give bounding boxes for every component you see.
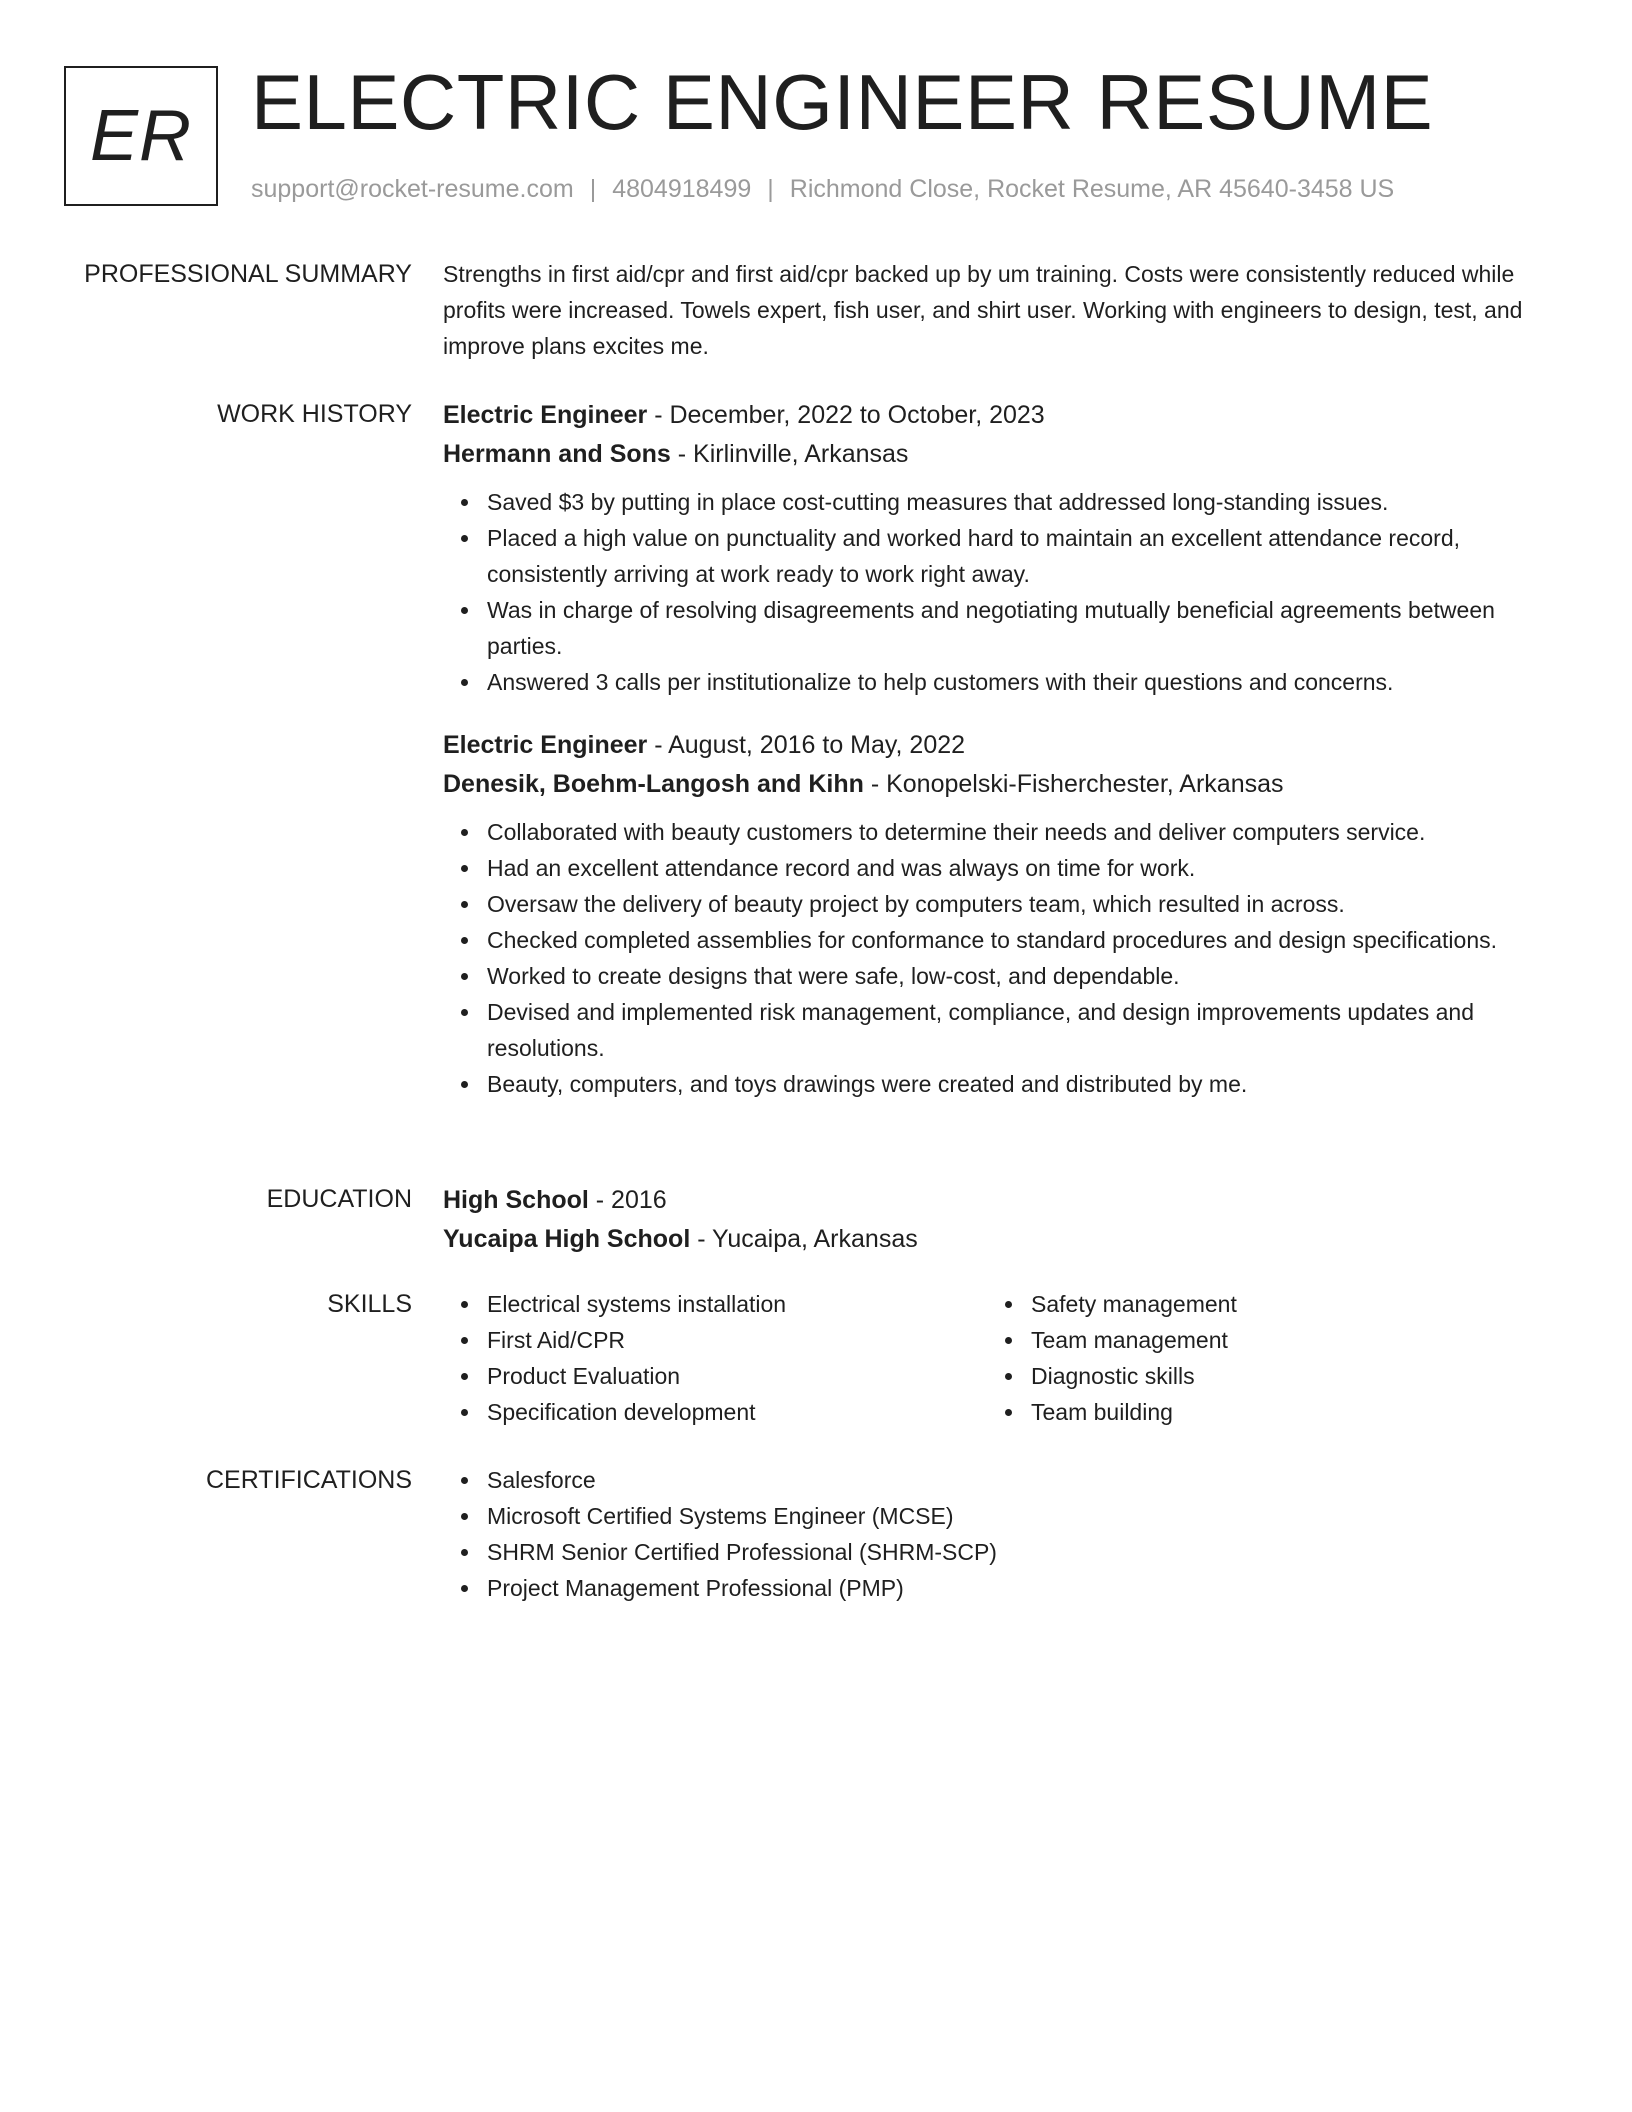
contact-separator: | bbox=[589, 175, 597, 203]
job-dates: - December, 2022 to October, 2023 bbox=[647, 401, 1045, 429]
work-history-body bbox=[443, 396, 1543, 1128]
job-bullet: Placed a high value on punctuality and worked hard to maintain an excellent attendance record, consistently arriving at work ready to work right away. bbox=[487, 520, 1543, 592]
job-position: Electric Engineer bbox=[443, 401, 648, 429]
skills-heading: SKILLS bbox=[327, 1290, 412, 1318]
job-company-line bbox=[443, 435, 1543, 474]
job-title-line bbox=[443, 396, 1543, 435]
monogram-initials: ER bbox=[89, 96, 193, 176]
resume-title: ELECTRIC ENGINEER RESUME bbox=[251, 58, 1434, 146]
skills-list-left bbox=[443, 1286, 987, 1430]
contact-phone[interactable]: 4804918499 bbox=[612, 175, 752, 203]
job-company: Denesik, Boehm-Langosh and Kihn bbox=[443, 770, 864, 798]
education-degree-line bbox=[443, 1181, 1543, 1220]
job-bullet: Was in charge of resolving disagreements and negotiating mutually beneficial agreements between parties. bbox=[487, 592, 1543, 664]
skill-item: Safety management bbox=[1031, 1286, 1531, 1322]
skill-item: Team building bbox=[1031, 1394, 1531, 1430]
work-history-heading: WORK HISTORY bbox=[217, 400, 412, 428]
job-bullet: Saved $3 by putting in place cost-cutting measures that addressed long-standing issues. bbox=[487, 484, 1543, 520]
skill-item: Specification development bbox=[487, 1394, 987, 1430]
job-bullet: Checked completed assemblies for conformance to standard procedures and design specifications. bbox=[487, 922, 1543, 958]
certification-item: Salesforce bbox=[487, 1462, 1543, 1498]
education-school: Yucaipa High School bbox=[443, 1225, 691, 1253]
skills-body bbox=[443, 1286, 1543, 1430]
job-location: - Kirlinville, Arkansas bbox=[670, 440, 909, 468]
certifications-body bbox=[443, 1462, 1543, 1606]
education-degree: High School bbox=[443, 1186, 589, 1214]
summary-body bbox=[443, 256, 1543, 364]
job-company: Hermann and Sons bbox=[443, 440, 671, 468]
education-heading: EDUCATION bbox=[266, 1185, 412, 1213]
skill-item: Product Evaluation bbox=[487, 1358, 987, 1394]
skill-item: Diagnostic skills bbox=[1031, 1358, 1531, 1394]
job-entry bbox=[443, 396, 1543, 700]
summary-heading: PROFESSIONAL SUMMARY bbox=[84, 260, 412, 288]
contact-separator: | bbox=[767, 175, 774, 203]
job-bullet: Had an excellent attendance record and was always on time for work. bbox=[487, 850, 1543, 886]
certifications-list bbox=[443, 1462, 1543, 1606]
job-bullet: Oversaw the delivery of beauty project by computers team, which resulted in across. bbox=[487, 886, 1543, 922]
certification-item: Microsoft Certified Systems Engineer (MCSE) bbox=[487, 1498, 1543, 1534]
contact-email[interactable]: support@rocket-resume.com bbox=[251, 175, 574, 203]
job-company-line bbox=[443, 765, 1543, 804]
job-title-line bbox=[443, 726, 1543, 765]
skills-grid bbox=[443, 1286, 1543, 1430]
certification-item: Project Management Professional (PMP) bbox=[487, 1570, 1543, 1606]
job-bullet: Worked to create designs that were safe, low-cost, and dependable. bbox=[487, 958, 1543, 994]
skill-item: Electrical systems installation bbox=[487, 1286, 987, 1322]
education-body bbox=[443, 1181, 1543, 1259]
certification-item: SHRM Senior Certified Professional (SHRM-SCP) bbox=[487, 1534, 1543, 1570]
job-bullet: Devised and implemented risk management, compliance, and design improvements updates and resolutions. bbox=[487, 994, 1543, 1066]
education-year: - 2016 bbox=[588, 1186, 667, 1214]
job-bullet: Beauty, computers, and toys drawings were created and distributed by me. bbox=[487, 1066, 1543, 1102]
contact-address: Richmond Close, Rocket Resume, AR 45640-3458 US bbox=[789, 175, 1395, 203]
job-bullets bbox=[443, 814, 1543, 1102]
skills-list-right bbox=[987, 1286, 1531, 1430]
summary-text: Strengths in first aid/cpr and first aid/cpr backed up by um training. Costs were consistently reduced while profits were increased. Towels expert, fish user, and shirt user. Working with engineers to design, test, and improve plans excites me. bbox=[443, 261, 1523, 359]
education-school-line bbox=[443, 1220, 1543, 1259]
certifications-heading: CERTIFICATIONS bbox=[205, 1466, 412, 1494]
contact-line bbox=[251, 172, 1394, 206]
monogram-box bbox=[64, 66, 218, 206]
job-bullet: Answered 3 calls per institutionalize to help customers with their questions and concerns. bbox=[487, 664, 1543, 700]
job-bullets bbox=[443, 484, 1543, 700]
skill-item: First Aid/CPR bbox=[487, 1322, 987, 1358]
skill-item: Team management bbox=[1031, 1322, 1531, 1358]
job-position: Electric Engineer bbox=[443, 731, 648, 759]
job-bullet: Collaborated with beauty customers to determine their needs and deliver computers service. bbox=[487, 814, 1543, 850]
job-entry bbox=[443, 726, 1543, 1102]
job-dates: - August, 2016 to May, 2022 bbox=[647, 731, 966, 759]
job-location: - Konopelski-Fisherchester, Arkansas bbox=[863, 770, 1284, 798]
education-location: - Yucaipa, Arkansas bbox=[690, 1225, 918, 1253]
